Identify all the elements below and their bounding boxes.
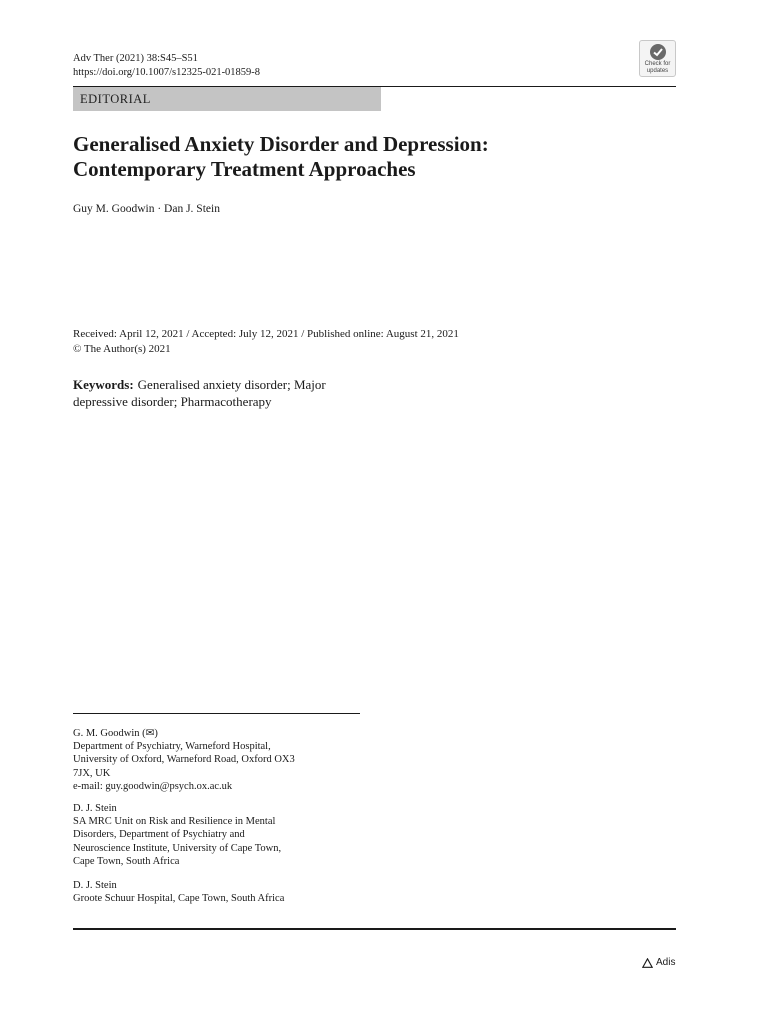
author-email-link[interactable]: e-mail: guy.goodwin@psych.ox.ac.uk xyxy=(73,780,233,792)
affiliation-line: University of Oxford, Warneford Road, Oxford OX3 xyxy=(73,754,295,766)
keywords-line-1: Generalised anxiety disorder; Major xyxy=(137,377,326,392)
article-title xyxy=(73,132,673,182)
check-updates-label: Check for updates xyxy=(644,61,671,74)
affiliation-author-name: D. J. Stein xyxy=(73,880,117,891)
affiliation-stein-uct xyxy=(73,802,363,868)
affiliation-line: Cape Town, South Africa xyxy=(73,855,180,867)
keywords-line-2: depressive disorder; Pharmacotherapy xyxy=(73,393,272,409)
affiliation-goodwin xyxy=(73,727,363,793)
affiliation-line: Neuroscience Institute, University of Cape Town, xyxy=(73,842,282,854)
publisher-logo xyxy=(642,956,675,970)
check-for-updates-button[interactable] xyxy=(639,40,676,77)
title-line-1: Generalised Anxiety Disorder and Depression: xyxy=(73,132,489,156)
affiliation-line: Department of Psychiatry, Warneford Hospital, xyxy=(73,741,271,753)
affiliation-line: 7JX, UK xyxy=(73,767,111,779)
doi-link[interactable]: https://doi.org/10.1007/s12325-021-01859-8 xyxy=(73,67,261,78)
affiliation-line: SA MRC Unit on Risk and Resilience in Mental xyxy=(73,816,276,828)
title-line-2: Contemporary Treatment Approaches xyxy=(73,157,416,181)
journal-reference xyxy=(73,52,260,80)
triangle-icon xyxy=(642,958,653,968)
affiliation-author-name: D. J. Stein xyxy=(73,803,117,814)
affiliation-line: Groote Schuur Hospital, Cape Town, South Africa xyxy=(73,893,285,905)
author-list: Guy M. Goodwin · Dan J. Stein xyxy=(73,203,220,215)
keywords-label: Keywords: xyxy=(73,377,134,392)
copyright-notice: © The Author(s) 2021 xyxy=(73,342,171,355)
check-updates-icon xyxy=(649,43,667,61)
journal-citation: Adv Ther (2021) 38:S45–S51 xyxy=(73,53,198,64)
keywords-block xyxy=(73,377,373,410)
publication-dates xyxy=(73,327,459,356)
affiliation-author-name: G. M. Goodwin (✉) xyxy=(73,728,158,739)
history-dates: Received: April 12, 2021 / Accepted: July 12, 2021 / Published online: August 21, 2021 xyxy=(73,328,459,340)
publisher-name: Adis xyxy=(656,957,676,968)
affiliation-stein-gsh xyxy=(73,879,363,905)
footer-divider xyxy=(73,928,676,930)
affiliation-line: Disorders, Department of Psychiatry and xyxy=(73,829,245,841)
affiliation-divider xyxy=(73,713,360,714)
article-type-label: EDITORIAL xyxy=(73,87,381,111)
